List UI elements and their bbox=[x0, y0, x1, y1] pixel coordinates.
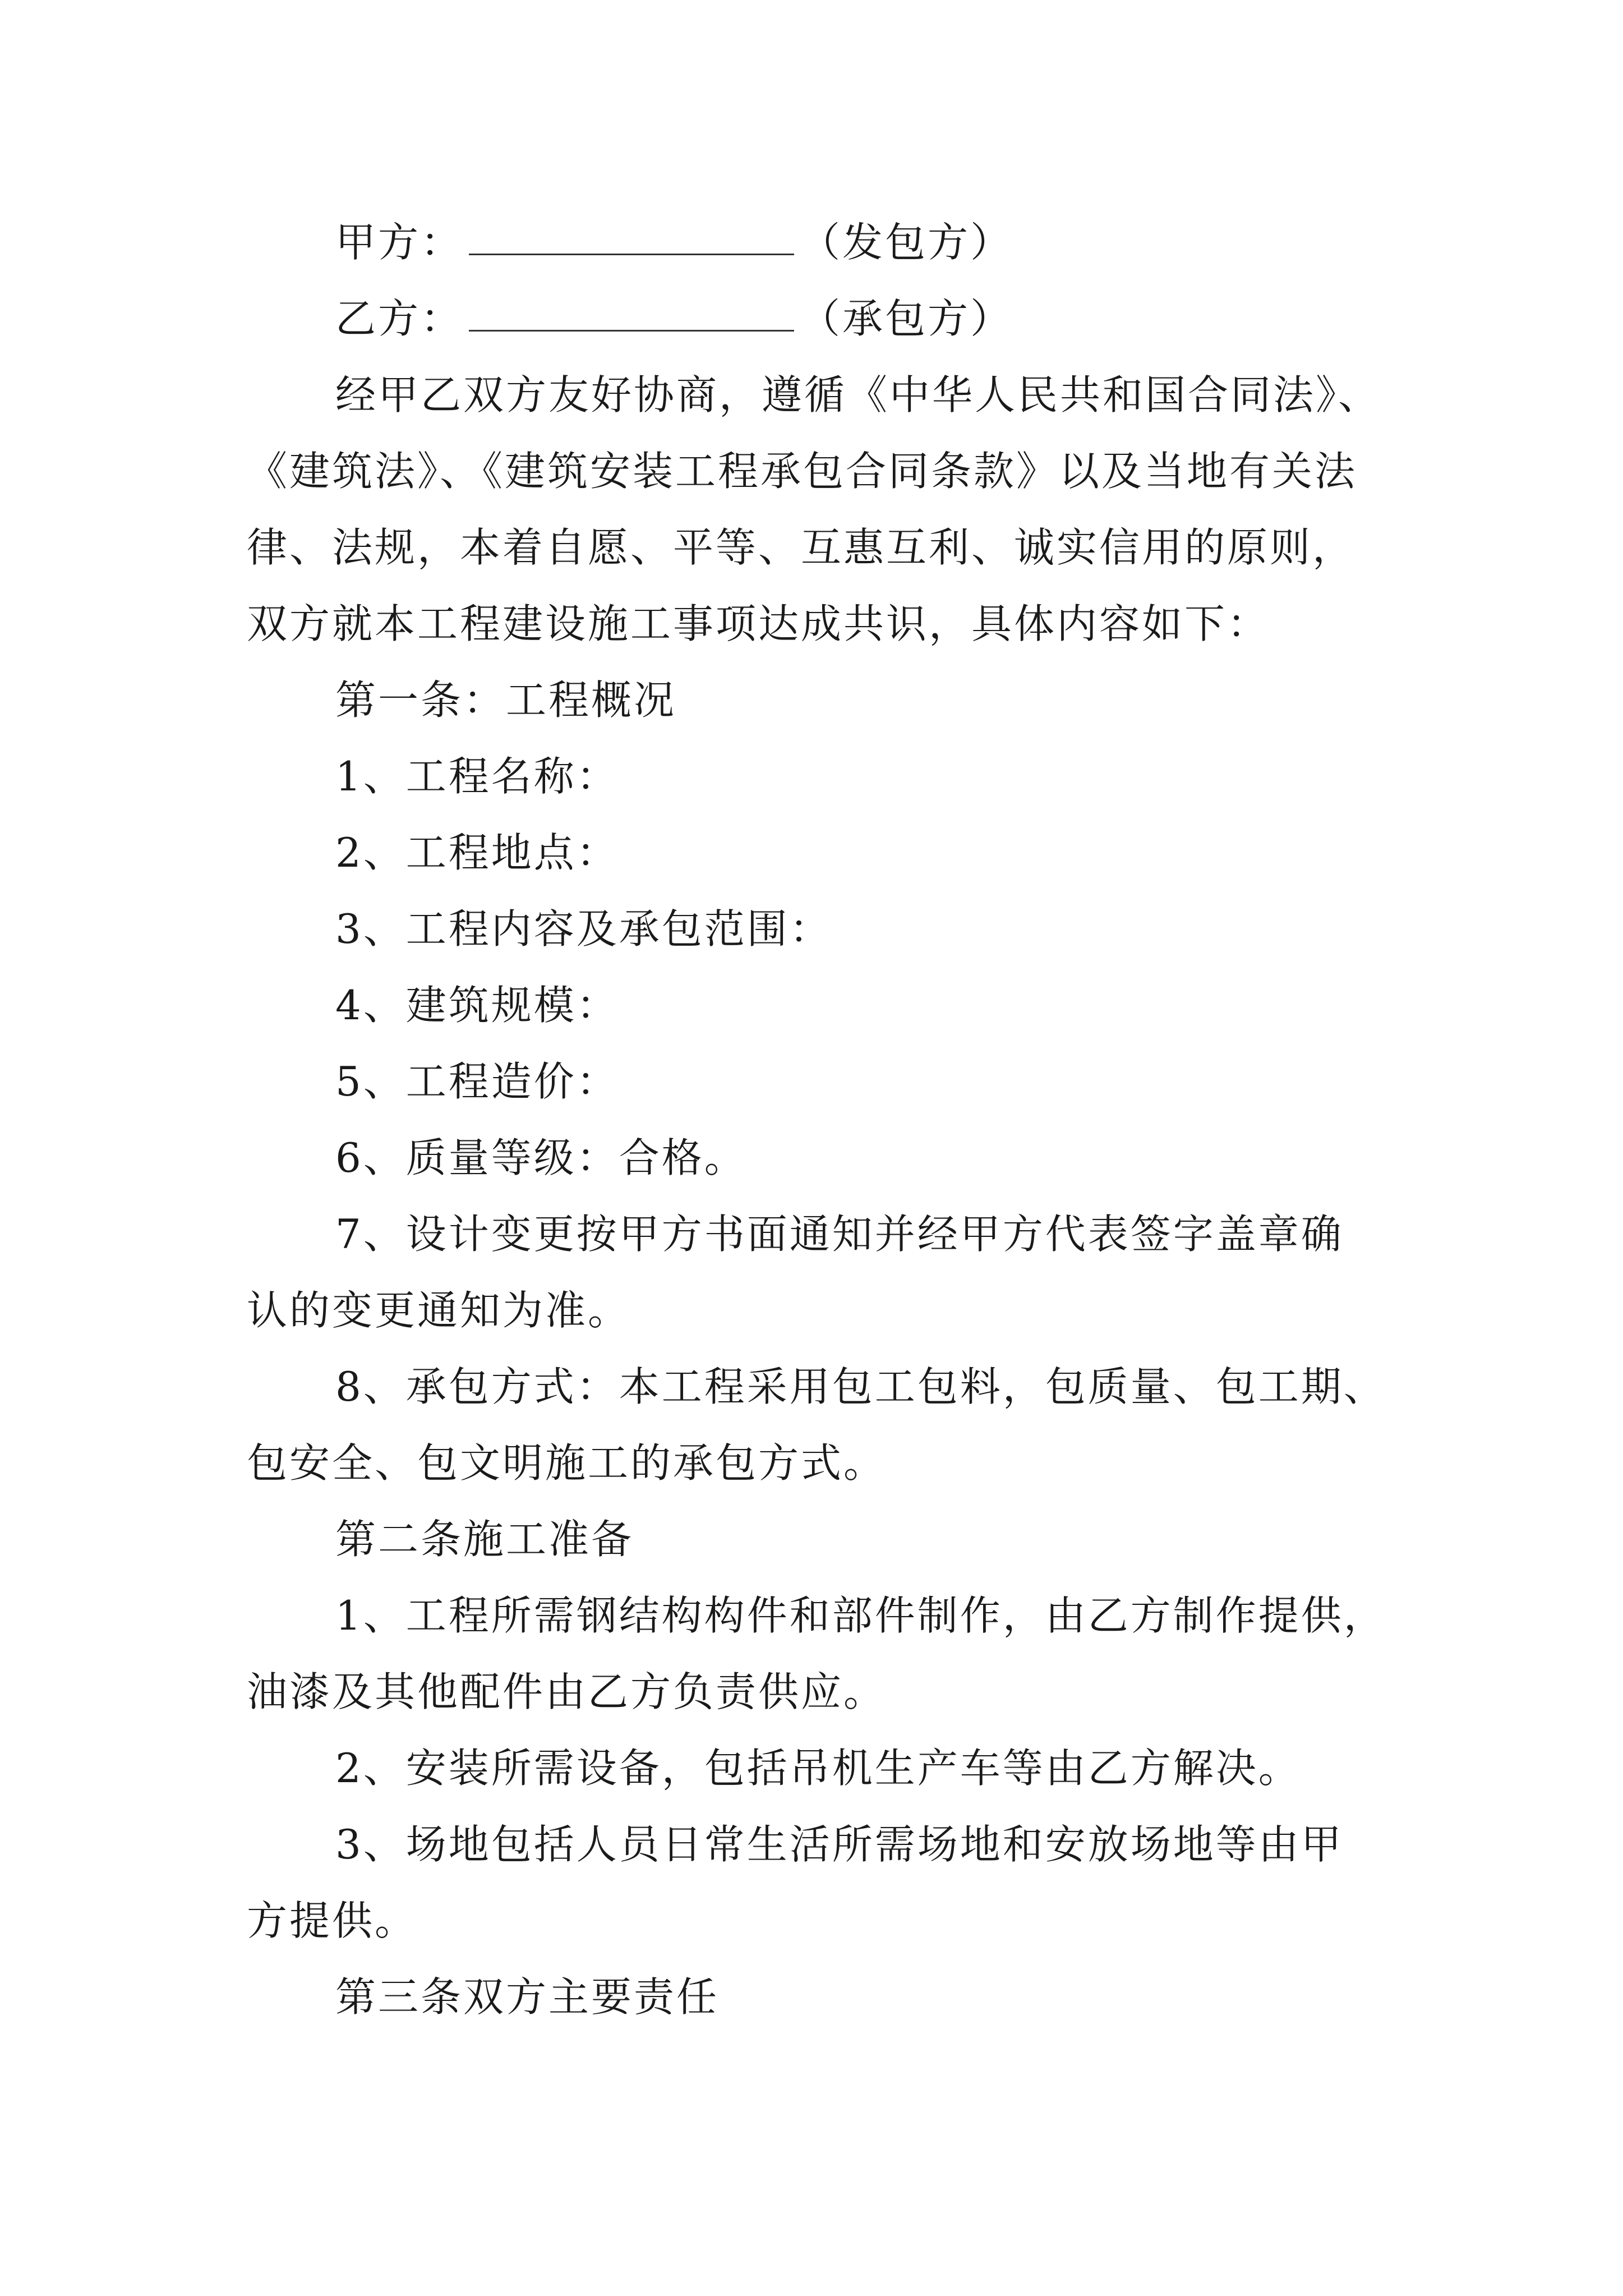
article1-item-5: 5、工程造价： bbox=[335, 1058, 619, 1105]
article1-item-2: 2、工程地点： bbox=[335, 829, 619, 876]
article1-item-3: 3、工程内容及承包范围： bbox=[335, 905, 832, 953]
article2-item-1-line-1: 1、工程所需钢结构构件和部件制作，由乙方制作提供， bbox=[335, 1592, 1386, 1639]
party-b-role: （承包方） bbox=[800, 295, 1013, 342]
article2-title: 第二条施工准备 bbox=[335, 1516, 634, 1563]
party-b-blank bbox=[469, 296, 794, 332]
article2-item-3-line-2: 方提供。 bbox=[247, 1897, 418, 1944]
party-b-label: 乙方： bbox=[335, 295, 464, 342]
article1-title: 第一条：工程概况 bbox=[335, 677, 677, 724]
party-a-role: （发包方） bbox=[800, 219, 1013, 266]
intro-line-3: 律、法规，本着自愿、平等、互惠互利、诚实信用的原则， bbox=[247, 524, 1355, 571]
article1-item-1: 1、工程名称： bbox=[335, 753, 619, 800]
article1-item-7-line-1: 7、设计变更按甲方书面通知并经甲方代表签字盖章确 bbox=[335, 1211, 1344, 1258]
party-b-line bbox=[335, 292, 1013, 346]
article1-item-8-line-1: 8、承包方式：本工程采用包工包料，包质量、包工期、 bbox=[335, 1363, 1386, 1410]
intro-line-4: 双方就本工程建设施工事项达成共识，具体内容如下： bbox=[247, 600, 1270, 647]
intro-line-2: 《建筑法》、《建筑安装工程承包合同条款》以及当地有关法 bbox=[247, 448, 1358, 495]
article2-item-1-line-2: 油漆及其他配件由乙方负责供应。 bbox=[247, 1668, 887, 1715]
article1-item-8-line-2: 包安全、包文明施工的承包方式。 bbox=[247, 1439, 887, 1487]
party-a-blank bbox=[469, 220, 794, 255]
article1-item-6: 6、质量等级：合格。 bbox=[335, 1134, 747, 1181]
article3-title: 第三条双方主要责任 bbox=[335, 1973, 720, 2021]
article2-item-2: 2、安装所需设备，包括吊机生产车等由乙方解决。 bbox=[335, 1745, 1301, 1792]
article1-item-4: 4、建筑规模： bbox=[335, 982, 619, 1029]
party-a-line bbox=[335, 215, 1013, 269]
intro-line-1: 经甲乙双方友好协商，遵循《中华人民共和国合同法》、 bbox=[335, 371, 1381, 418]
article1-item-7-line-2: 认的变更通知为准。 bbox=[247, 1287, 631, 1334]
party-a-label: 甲方： bbox=[335, 219, 464, 266]
article2-item-3-line-1: 3、场地包括人员日常生活所需场地和安放场地等由甲 bbox=[335, 1821, 1344, 1868]
